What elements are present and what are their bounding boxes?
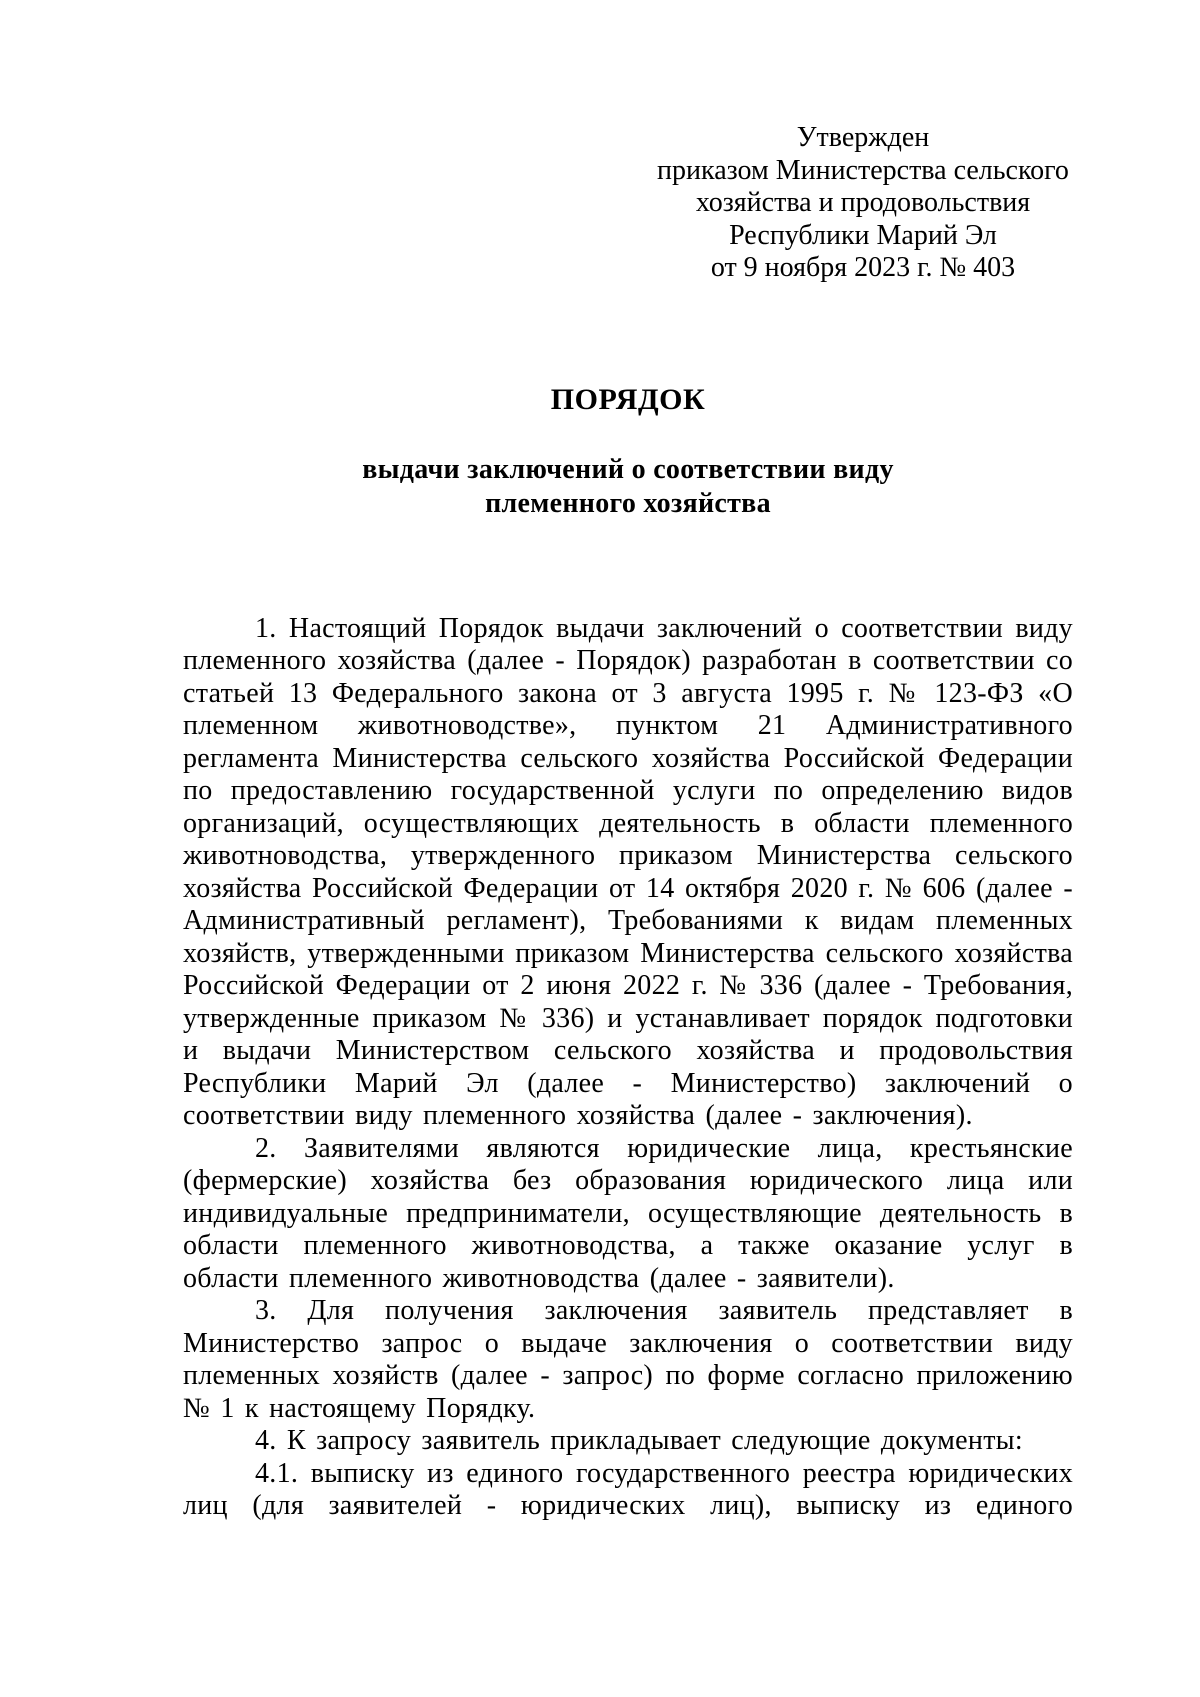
paragraph-1: 1. Настоящий Порядок выдачи заключений о соответствии виду племенного хозяйства (далее - Порядок) разработан в соответствии со статьей 13 Федерального закона от 3 августа 1995 г. № 123-ФЗ «О племенном животноводстве», пунктом 21 Административного регламента Министерства сельского хозяйства Российской Федерации по предоставлению государственной услуги по определению видов организаций, осуществляющих деятельность в области племенного животноводства, утвержденного приказом Министерства сельского хозяйства Российской Федерации от 14 октября 2020 г. № 606 (далее - Административный регламент), Требованиями к видам племенных хозяйств, утвержденными приказом Министерства сельского хозяйства Российской Федерации от 2 июня 2022 г. № 336 (далее - Требования, утвержденные приказом № 336) и устанавливает порядок подготовки и выдачи Министерством сельского хозяйства и продовольствия Республики Марий Эл (далее - Министерство) заключений о соответствии виду племенного хозяйства (далее - заключения). xyxy=(183,612,1073,1131)
paragraph-3: 3. Для получения заключения заявитель представляет в Министерство запрос о выдаче заключения о соответствии виду племенных хозяйств (далее - запрос) по форме согласно приложению № 1 к настоящему Порядку. xyxy=(183,1295,1073,1424)
approval-line: Республики Марий Эл xyxy=(729,219,997,251)
approval-block xyxy=(653,122,1073,285)
approval-line: Утвержден xyxy=(796,122,930,153)
paragraph-2: 2. Заявителями являются юридические лица, крестьянские (фермерские) хозяйства без образования юридического лица или индивидуальные предприниматели, осуществляющие деятельность в области племенного животноводства, а также оказание услуг в области племенного животноводства (далее - заявители). xyxy=(183,1132,1073,1294)
approval-line: приказом Министерства сельского xyxy=(657,154,1069,186)
document-body xyxy=(183,613,1073,1523)
paragraph-4: 4. К запросу заявитель прикладывает следующие документы: xyxy=(255,1425,1023,1456)
paragraph-4-1: 4.1. выписку из единого государственного реестра юридических лиц (для заявителей - юридических лиц), выписку из единого xyxy=(183,1457,1073,1521)
approval-line: хозяйства и продовольствия xyxy=(695,187,1031,218)
document-subtitle xyxy=(183,453,1073,521)
document-title: ПОРЯДОК xyxy=(550,382,706,416)
subtitle-line: выдачи заключений о соответствии виду xyxy=(362,453,894,485)
approval-line: от 9 ноября 2023 г. № 403 xyxy=(710,252,1016,283)
subtitle-line: племенного хозяйства xyxy=(485,487,771,519)
